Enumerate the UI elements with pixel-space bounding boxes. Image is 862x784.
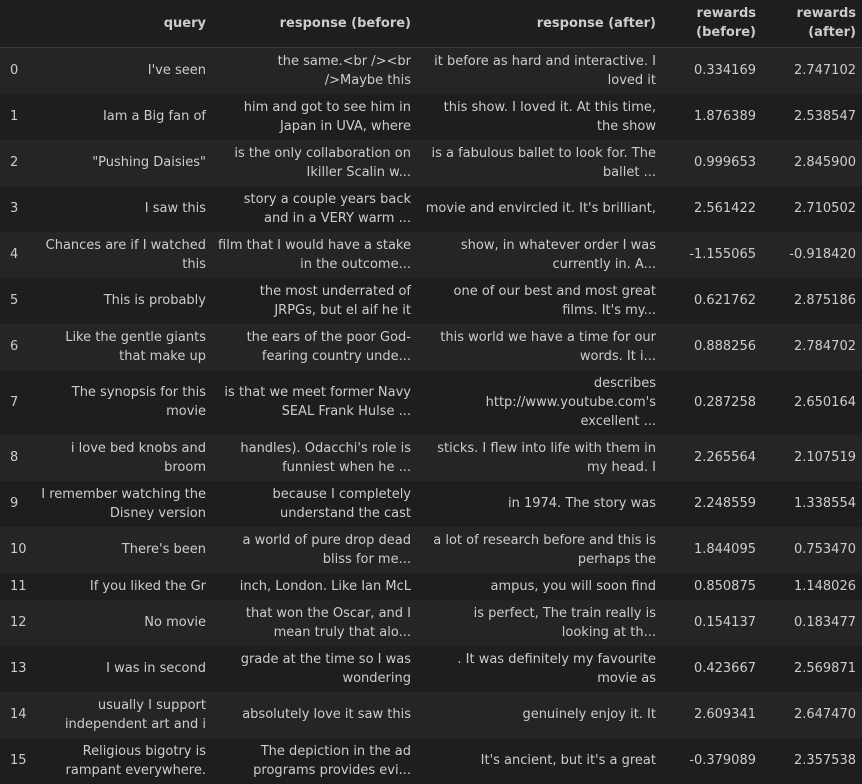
cell-response-before: him and got to see him in Japan in UVA, where [243, 99, 411, 134]
cell-rewards-before: 2.609341 [693, 707, 756, 722]
header-response-after: response (after) [417, 0, 662, 47]
cell-query: i love bed knobs and broom [70, 440, 206, 475]
table-row [0, 573, 862, 600]
table-row [0, 481, 862, 527]
cell-response-after: show, in whatever order I was currently in. A... [460, 237, 656, 272]
cell-response-before: absolutely love it saw this [242, 707, 411, 722]
cell-rewards-before: 1.876389 [693, 109, 756, 124]
cell-response-after: It's ancient, but it's a great [480, 753, 656, 768]
cell-response-before: that won the Oscar, and I mean truly that alo... [245, 605, 411, 640]
row-index: 10 [10, 542, 27, 557]
cell-rewards-after: 0.183477 [793, 615, 856, 630]
cell-response-after: . It was definitely my favourite movie as [457, 651, 656, 686]
cell-response-before: story a couple years back and in a VERY warm ... [243, 191, 411, 226]
table-row [0, 140, 862, 186]
table-row [0, 435, 862, 481]
cell-response-before: a world of pure drop dead bliss for me... [242, 532, 411, 567]
cell-query: There's been [121, 542, 206, 557]
table-row [0, 646, 862, 692]
cell-query: "Pushing Daisies" [92, 155, 206, 170]
row-index: 0 [10, 63, 19, 78]
table-row [0, 692, 862, 738]
cell-rewards-before: -1.155065 [689, 247, 756, 262]
cell-rewards-after: -0.918420 [789, 247, 856, 262]
cell-response-before: the ears of the poor God-fearing country unde... [246, 329, 411, 364]
cell-rewards-after: 2.747102 [793, 63, 856, 78]
cell-response-after: sticks. I flew into life with them in my head. I [437, 440, 656, 475]
cell-response-after: is perfect, The train really is looking at th... [473, 605, 656, 640]
cell-rewards-before: 2.248559 [693, 496, 756, 511]
cell-rewards-after: 2.784702 [793, 339, 856, 354]
cell-response-after: genuinely enjoy it. It [522, 707, 656, 722]
row-index: 2 [10, 155, 19, 170]
table-row [0, 324, 862, 370]
row-index: 3 [10, 201, 19, 216]
cell-rewards-before: 0.154137 [693, 615, 756, 630]
row-index: 9 [10, 496, 19, 511]
cell-response-before: The depiction in the ad programs provides evi... [253, 743, 411, 778]
cell-rewards-after: 2.845900 [793, 155, 856, 170]
cell-rewards-after: 2.710502 [793, 201, 856, 216]
cell-response-before: the same.<br /><br />Maybe this [277, 53, 411, 88]
row-index: 13 [10, 661, 27, 676]
cell-rewards-before: 0.334169 [693, 63, 756, 78]
cell-rewards-before: 2.561422 [693, 201, 756, 216]
row-index: 4 [10, 247, 19, 262]
cell-response-after: movie and envircled it. It's brilliant, [425, 201, 656, 216]
cell-query: usually I support independent art and i [64, 697, 206, 732]
row-index: 8 [10, 450, 19, 465]
cell-rewards-after: 2.107519 [793, 450, 856, 465]
cell-query: No movie [144, 615, 206, 630]
cell-rewards-before: 0.850875 [693, 578, 756, 594]
cell-query: This is probably [103, 293, 206, 308]
cell-rewards-after: 2.538547 [793, 109, 856, 124]
table-row [0, 278, 862, 324]
cell-rewards-before: 0.888256 [693, 339, 756, 354]
cell-response-before: is the only collaboration on Ikiller Scalin w... [234, 145, 411, 180]
cell-response-after: ampus, you will soon find [490, 578, 656, 594]
table-row [0, 47, 862, 94]
cell-rewards-before: 0.999653 [693, 155, 756, 170]
header-query: query [30, 0, 212, 47]
cell-response-before: handles). Odacchi's role is funniest when he ... [240, 440, 411, 475]
table-row [0, 738, 862, 784]
cell-response-after: this world we have a time for our words. It i... [440, 329, 656, 364]
row-index: 14 [10, 707, 27, 722]
cell-response-after: a lot of research before and this is perhaps the [433, 532, 656, 567]
cell-query: Iam a Big fan of [102, 109, 206, 124]
table-row [0, 527, 862, 573]
row-index: 5 [10, 293, 19, 308]
cell-rewards-after: 1.148026 [793, 578, 856, 594]
row-index: 15 [10, 753, 27, 768]
cell-rewards-after: 2.650164 [793, 394, 856, 410]
header-rewards-before: rewards (before) [662, 0, 762, 47]
header-rewards-after: rewards (after) [762, 0, 862, 47]
table-row [0, 232, 862, 278]
cell-rewards-before: 0.287258 [693, 394, 756, 410]
cell-rewards-before: -0.379089 [689, 753, 756, 768]
cell-rewards-before: 2.265564 [693, 450, 756, 465]
cell-rewards-after: 0.753470 [793, 542, 856, 557]
header-row [0, 0, 862, 47]
cell-query: Religious bigotry is rampant everywhere. [65, 743, 206, 778]
table-row [0, 600, 862, 646]
cell-response-after: it before as hard and interactive. I loved it [434, 53, 656, 88]
cell-response-after: is a fabulous ballet to look for. The ballet ... [431, 145, 656, 180]
cell-response-after: one of our best and most great films. It's my... [453, 283, 656, 318]
cell-rewards-after: 1.338554 [793, 496, 856, 511]
cell-response-before: film that I would have a stake in the outcome... [218, 237, 411, 272]
table-row [0, 370, 862, 435]
cell-rewards-after: 2.569871 [793, 661, 856, 676]
header-response-before: response (before) [212, 0, 417, 47]
cell-rewards-before: 0.621762 [693, 293, 756, 308]
cell-query: Like the gentle giants that make up [65, 329, 206, 364]
row-index: 11 [10, 578, 27, 594]
cell-response-after: describes http://www.youtube.com's excellent ... [485, 375, 656, 429]
row-index: 1 [10, 109, 19, 124]
cell-query: I was in second [106, 661, 206, 676]
header-index [0, 0, 30, 47]
cell-rewards-after: 2.875186 [793, 293, 856, 308]
cell-response-after: this show. I loved it. At this time, the show [443, 99, 656, 134]
row-index: 6 [10, 339, 19, 354]
cell-query: Chances are if I watched this [45, 237, 206, 272]
cell-query: I remember watching the Disney version [41, 486, 206, 521]
cell-response-after: in 1974. The story was [507, 496, 656, 511]
cell-response-before: the most underrated of JRPGs, but el aif he it [259, 283, 411, 318]
cell-response-before: inch, London. Like Ian McL [239, 578, 411, 594]
row-index: 12 [10, 615, 27, 630]
table-row [0, 94, 862, 140]
cell-query: I've seen [147, 63, 206, 78]
cell-rewards-before: 1.844095 [693, 542, 756, 557]
cell-response-before: because I completely understand the cast [272, 486, 411, 521]
cell-query: If you liked the Gr [89, 578, 206, 594]
cell-query: The synopsis for this movie [71, 385, 206, 419]
cell-rewards-before: 0.423667 [693, 661, 756, 676]
cell-response-before: grade at the time so I was wondering [240, 651, 411, 686]
cell-response-before: is that we meet former Navy SEAL Frank Hulse ... [224, 385, 411, 419]
table-row [0, 186, 862, 232]
cell-rewards-after: 2.357538 [793, 753, 856, 768]
row-index: 7 [10, 394, 19, 410]
cell-query: I saw this [144, 201, 206, 216]
cell-rewards-after: 2.647470 [793, 707, 856, 722]
